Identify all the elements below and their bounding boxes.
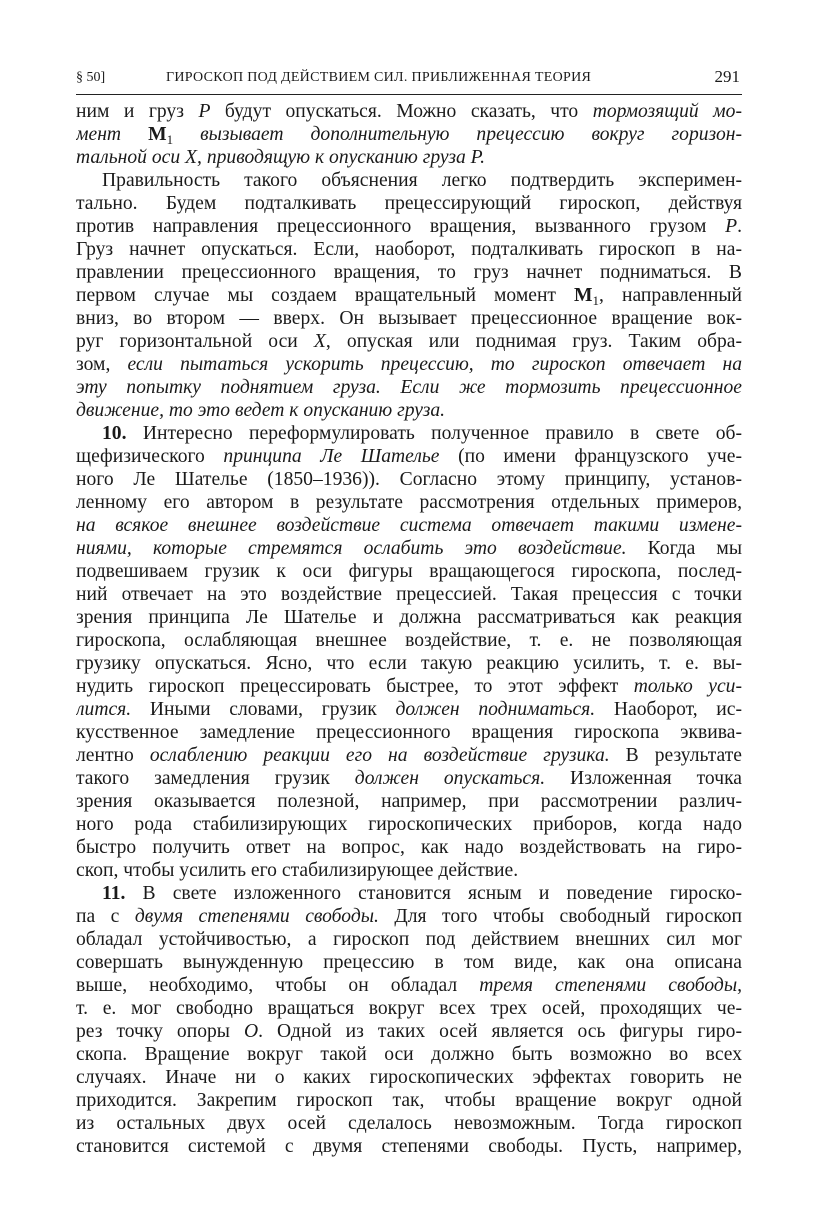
text-line: выше, необходимо, чтобы он обладал тремя степенями свободы, xyxy=(76,975,742,996)
text-line: на всякое внешнее воздействие система отвечает такими измене- xyxy=(76,515,742,536)
text-line: случаях. Иначе ни о каких гироскопических эффектах говорить не xyxy=(76,1067,742,1088)
text-line: нудить гироскоп прецессировать быстрее, то этот эффект только уси- xyxy=(76,676,742,697)
text-line: из остальных двух осей сделалось невозможным. Тогда гироскоп xyxy=(76,1113,742,1134)
text-line: Груз начнет опускаться. Если, наоборот, подталкивать гироскоп в на- xyxy=(76,239,742,260)
text-line: подвешиваем грузик к оси фигуры вращающегося гироскопа, послед- xyxy=(76,561,742,582)
text-line: вниз, во втором — вверх. Он вызывает прецессионное вращение вок- xyxy=(76,308,742,329)
text-line: первом случае мы создаем вращательный момент $M_1$, направленный xyxy=(76,285,742,307)
text-line: руг горизонтальной оси X, опуская или поднимая груз. Таким обра- xyxy=(76,331,742,352)
text-line: зом, если пытаться ускорить прецессию, то гироскоп отвечает на xyxy=(76,354,742,375)
section-number: § 50] xyxy=(76,70,106,85)
text-line: ниями, которые стремятся ослабить это воздействие. Когда мы xyxy=(76,538,742,559)
text-line: скопа. Вращение вокруг такой оси должно быть возможно во всех xyxy=(76,1044,742,1065)
running-title: ГИРОСКОП ПОД ДЕЙСТВИЕМ СИЛ. ПРИБЛИЖЕННАЯ ТЕОРИЯ xyxy=(166,70,592,85)
text-line: приходится. Закрепим гироскоп так, чтобы вращение вокруг одной xyxy=(76,1090,742,1111)
text-line: совершать вынужденную прецессию в том виде, как она описана xyxy=(76,952,742,973)
text-line: гироскопа, ослабляющая внешнее воздействие, т. е. не позволяющая xyxy=(76,630,742,651)
text-line: щефизического принципа Ле Шателье (по имени французского уче- xyxy=(76,446,742,467)
text-line: зрения принципа Ле Шателье и должна рассматриваться как реакция xyxy=(76,607,742,628)
text-line: ним и груз P будут опускаться. Можно сказать, что тормозящий мо- xyxy=(76,101,742,122)
page-number: 291 xyxy=(714,67,740,86)
text-line: обладал устойчивостью, а гироскоп под действием внешних сил мог xyxy=(76,929,742,950)
text-line: ного рода стабилизирующих гироскопических приборов, когда надо xyxy=(76,814,742,835)
text-line: рез точку опоры O. Одной из таких осей является ось фигуры гиро- xyxy=(76,1021,742,1042)
text-line: скоп, чтобы усилить его стабилизирующее действие. xyxy=(76,860,519,881)
text-line: тальной оси X, приводящую к опусканию груза P. xyxy=(76,147,486,168)
text-line: тально. Будем подталкивать прецессирующий гироскоп, действуя xyxy=(76,193,742,214)
text-line: лится. Иными словами, грузик должен подниматься. Наоборот, ис- xyxy=(76,699,742,720)
text-line: становится системой с двумя степенями свободы. Пусть, например, xyxy=(76,1136,742,1157)
running-header xyxy=(76,66,742,95)
text-line: т. е. мог свободно вращаться вокруг всех трех осей, проходящих че- xyxy=(76,998,742,1019)
text-line: кусственное замедление прецессионного вращения гироскопа эквива- xyxy=(76,722,742,743)
text-line: ленному его автором в результате рассмотрения отдельных примеров, xyxy=(76,492,742,513)
text-line: 10. Интересно переформулировать полученное правило в свете об- xyxy=(102,423,742,444)
text-line: быстро получить ответ на вопрос, как надо воздействовать на гиро- xyxy=(76,837,742,858)
text-line: Правильность такого объяснения легко подтвердить эксперимен- xyxy=(102,170,742,191)
text-line: лентно ослаблению реакции его на воздействие грузика. В результате xyxy=(76,745,742,766)
text-line: ний отвечает на это воздействие прецессией. Такая прецессия с точки xyxy=(76,584,742,605)
text-line: правлении прецессионного вращения, то груз начнет подниматься. В xyxy=(76,262,742,283)
text-line: 11. В свете изложенного становится ясным и поведение гироско- xyxy=(102,883,742,904)
body-text xyxy=(76,100,742,1158)
text-line: такого замедления грузик должен опускаться. Изложенная точка xyxy=(76,768,742,789)
text-line: ного Ле Шателье (1850–1936)). Согласно этому принципу, установ- xyxy=(76,469,742,490)
text-line: движение, то это ведет к опусканию груза. xyxy=(76,400,446,421)
text-line: грузику опускаться. Ясно, что если такую реакцию усилить, т. е. вы- xyxy=(76,653,742,674)
text-line: мент $M_1$ вызывает дополнительную прецессию вокруг горизон- xyxy=(76,124,742,146)
text-line: па с двумя степенями свободы. Для того чтобы свободный гироскоп xyxy=(76,906,742,927)
text-line: против направления прецессионного вращения, вызванного грузом P. xyxy=(76,216,742,237)
text-line: зрения оказывается полезной, например, при рассмотрении различ- xyxy=(76,791,742,812)
text-line: эту попытку поднятием груза. Если же тормозить прецессионное xyxy=(76,377,742,398)
